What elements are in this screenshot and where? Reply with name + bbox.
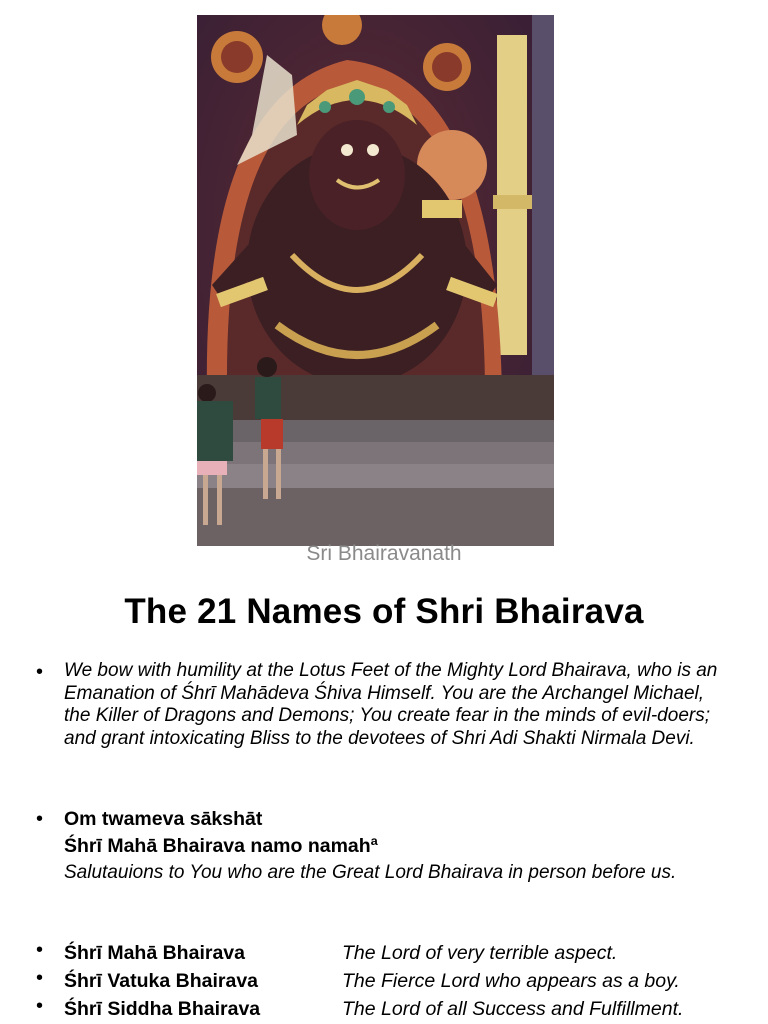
bhairava-meaning: The Lord of all Success and Fulfillment.: [342, 998, 684, 1020]
bullet: •: [36, 808, 44, 830]
bhairava-meaning: The Lord of very terrible aspect.: [342, 942, 618, 964]
bhairava-name: Śhrī Vatuka Bhairava: [64, 970, 259, 992]
bhairava-temple-photo: [197, 15, 554, 546]
intro-paragraph: We bow with humility at the Lotus Feet of the Mighty Lord Bhairava, who is an Emanation of Śhrī Mahādeva Śhiva Himself. You are the Archangel Michael, the Killer of Dragons and Demons; You create fear in the minds of evil-doers; and grant intoxicating Bliss to the devotees of Shri Adi Shakti Nirmala Devi.: [64, 660, 718, 749]
bhairava-name: Śhrī Siddha Bhairava: [64, 998, 261, 1020]
name-list-item: [0, 995, 768, 1023]
bullet: •: [36, 939, 44, 961]
photo-caption: Sri Bhairavanath: [306, 542, 462, 565]
bullet: •: [36, 995, 44, 1017]
mantra-line-2: Śhrī Mahā Bhairava namo namahª: [64, 835, 378, 857]
bhairava-meaning: The Fierce Lord who appears as a boy.: [342, 970, 680, 992]
bullet: •: [36, 661, 44, 683]
mantra: [64, 806, 378, 860]
bullet: •: [36, 967, 44, 989]
mantra-translation: Salutauions to You who are the Great Lord Bhairava in person before us.: [64, 862, 677, 883]
page-title: The 21 Names of Shri Bhairava: [124, 592, 644, 631]
name-list-item: [0, 939, 768, 967]
mantra-line-1: Om twameva sākshāt: [64, 808, 263, 830]
name-list-item: [0, 967, 768, 995]
bhairava-name: Śhrī Mahā Bhairava: [64, 942, 245, 964]
